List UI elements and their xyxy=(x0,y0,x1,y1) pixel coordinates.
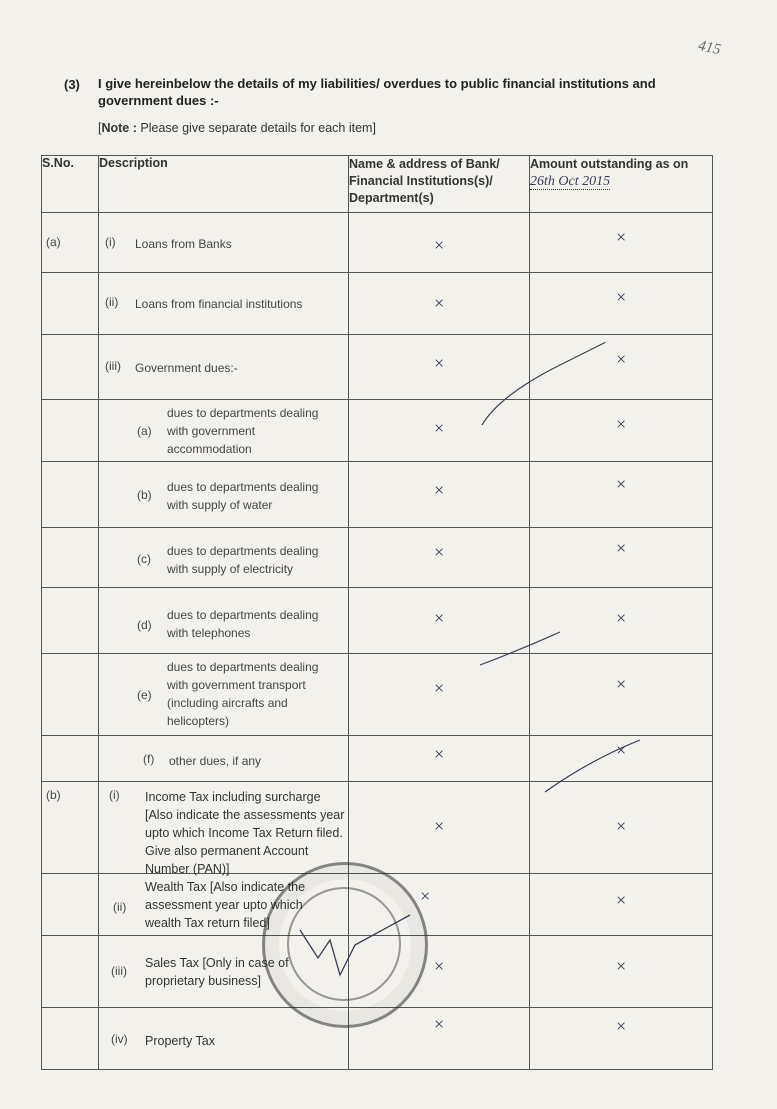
row-bank: × xyxy=(349,1008,530,1070)
header-amount xyxy=(530,156,713,213)
note-label: Note : xyxy=(101,121,137,135)
row-description xyxy=(99,528,349,588)
row-text: Government dues:- xyxy=(135,361,238,375)
row-text: dues to departments dealing with telephones xyxy=(167,608,319,640)
row-description xyxy=(99,782,349,874)
row-num: (i) xyxy=(109,788,120,802)
row-amount: × xyxy=(530,400,713,462)
row-bank: × xyxy=(349,936,530,1008)
row-description xyxy=(99,273,349,335)
official-seal-inner-ring xyxy=(287,887,401,1001)
table-row xyxy=(42,335,713,400)
row-num: (e) xyxy=(137,688,152,702)
row-text: Loans from Banks xyxy=(135,237,232,251)
row-num: (a) xyxy=(137,424,152,438)
row-text: Sales Tax [Only in case of proprietary business] xyxy=(145,956,289,988)
row-description xyxy=(99,462,349,528)
row-description xyxy=(99,588,349,654)
row-num: (d) xyxy=(137,618,152,632)
row-bank: × xyxy=(349,874,530,936)
row-description xyxy=(99,654,349,736)
row-sno xyxy=(42,654,99,736)
row-bank: × xyxy=(349,654,530,736)
section-number: (3) xyxy=(64,77,80,92)
header-sno: S.No. xyxy=(42,156,99,213)
row-num: (iv) xyxy=(111,1032,128,1046)
row-sno xyxy=(42,1008,99,1070)
table-row xyxy=(42,528,713,588)
row-num: (f) xyxy=(143,752,155,766)
note-open: [ xyxy=(98,121,102,135)
row-num: (iii) xyxy=(111,964,127,978)
table-row xyxy=(42,213,713,273)
row-amount: × xyxy=(530,335,713,400)
row-bank: × xyxy=(349,273,530,335)
row-text: Wealth Tax [Also indicate the assessment year upto which wealth Tax return filed] xyxy=(145,880,306,930)
table-row xyxy=(42,782,713,874)
header-amount-date: 26th Oct 2015 xyxy=(530,174,611,189)
header-amount-prefix: Amount outstanding as on xyxy=(530,157,689,171)
row-description xyxy=(99,400,349,462)
row-sno xyxy=(42,588,99,654)
row-num: (ii) xyxy=(105,295,119,309)
row-bank: × xyxy=(349,528,530,588)
page-number: 415 xyxy=(696,37,723,59)
row-text: Income Tax including surcharge [Also indicate the assessments year upto which Income Tax Return filed. Give also permanent Account Number (PAN)] xyxy=(145,790,345,876)
note xyxy=(98,121,376,135)
row-text: Loans from financial institutions xyxy=(135,297,303,311)
row-amount: × xyxy=(530,782,713,874)
row-bank: × xyxy=(349,213,530,273)
section-heading: I give hereinbelow the details of my liabilities/ overdues to public financial institutions and government dues :- xyxy=(98,76,656,108)
row-description xyxy=(99,335,349,400)
table-row xyxy=(42,736,713,782)
row-amount: × xyxy=(530,462,713,528)
row-description xyxy=(99,736,349,782)
row-amount: × xyxy=(530,654,713,736)
row-text: dues to departments dealing with supply of electricity xyxy=(167,544,319,576)
table-row xyxy=(42,654,713,736)
row-sno xyxy=(42,273,99,335)
row-sno xyxy=(42,936,99,1008)
header-bank: Name & address of Bank/ Financial Institutions(s)/ Department(s) xyxy=(349,156,530,213)
table-row xyxy=(42,400,713,462)
row-bank: × xyxy=(349,782,530,874)
row-text: other dues, if any xyxy=(169,754,262,768)
row-bank: × xyxy=(349,588,530,654)
row-bank: × xyxy=(349,736,530,782)
row-text: dues to departments dealing with government accommodation xyxy=(167,406,319,456)
official-seal xyxy=(262,862,428,1028)
row-amount: × xyxy=(530,528,713,588)
row-amount: × xyxy=(530,936,713,1008)
row-num: (iii) xyxy=(105,359,121,373)
row-text: dues to departments dealing with government transport (including aircrafts and helicopters) xyxy=(167,660,319,728)
row-amount: × xyxy=(530,736,713,782)
note-text: Please give separate details for each item] xyxy=(140,121,376,135)
row-amount: × xyxy=(530,213,713,273)
table-header-row xyxy=(42,156,713,213)
row-bank: × xyxy=(349,400,530,462)
row-bank: × xyxy=(349,335,530,400)
row-sno xyxy=(42,874,99,936)
table-row xyxy=(42,462,713,528)
row-num: (c) xyxy=(137,552,151,566)
row-num: (i) xyxy=(105,235,116,249)
row-amount: × xyxy=(530,1008,713,1070)
row-amount: × xyxy=(530,588,713,654)
row-amount: × xyxy=(530,874,713,936)
row-amount: × xyxy=(530,273,713,335)
row-sno xyxy=(42,335,99,400)
row-sno: (a) xyxy=(42,213,99,273)
table-row xyxy=(42,588,713,654)
row-sno xyxy=(42,462,99,528)
row-text: dues to departments dealing with supply of water xyxy=(167,480,319,512)
row-text: Property Tax xyxy=(145,1034,215,1048)
table-row xyxy=(42,273,713,335)
row-num: (b) xyxy=(137,488,152,502)
header-description: Description xyxy=(99,156,349,213)
row-description xyxy=(99,213,349,273)
row-sno xyxy=(42,528,99,588)
row-sno xyxy=(42,400,99,462)
row-sno: (b) xyxy=(42,782,99,874)
row-num: (ii) xyxy=(113,900,127,914)
row-sno xyxy=(42,736,99,782)
row-bank: × xyxy=(349,462,530,528)
